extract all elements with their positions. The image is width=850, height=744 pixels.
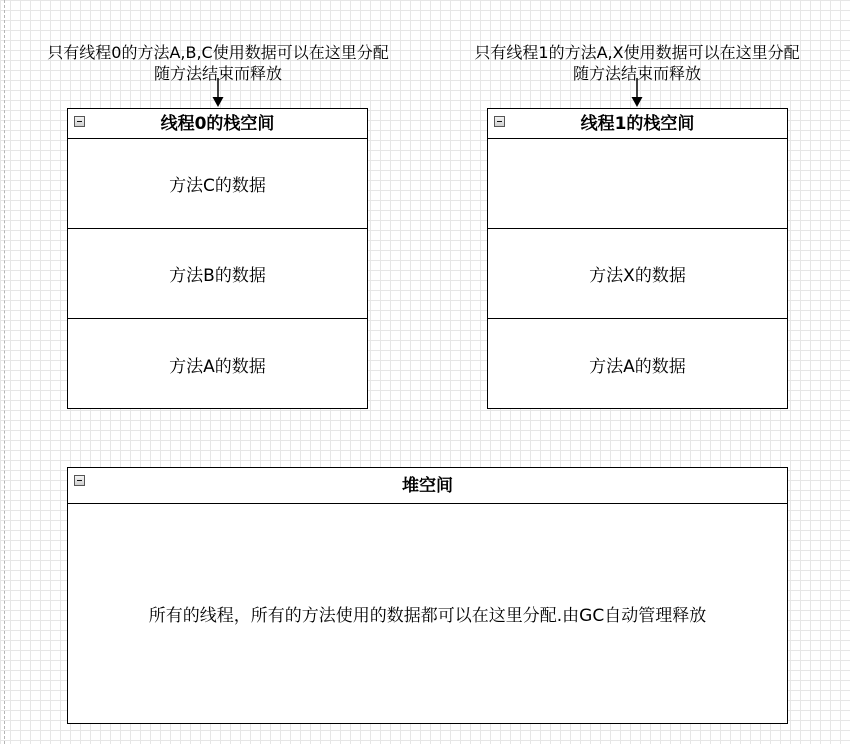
thread1-stack-title: 线程1的栈空间 bbox=[580, 114, 695, 134]
thread0-annotation-line2: 随方法结束而释放 bbox=[153, 64, 282, 83]
heap-description: 所有的线程，所有的方法使用的数据都可以在这里分配.由GC自动管理释放 bbox=[148, 605, 707, 626]
thread1-annotation-line1: 只有线程1的方法A,X使用数据可以在这里分配 bbox=[474, 43, 800, 62]
arrow-down-icon bbox=[630, 78, 644, 108]
thread0-frame-method-b[interactable]: 方法B的数据 bbox=[68, 229, 367, 319]
thread0-frame-method-a[interactable]: 方法A的数据 bbox=[169, 356, 266, 377]
thread1-stack-container[interactable] bbox=[487, 108, 788, 409]
thread1-frame-empty[interactable] bbox=[488, 139, 787, 229]
heap-container[interactable] bbox=[67, 467, 788, 724]
page-edge-dashed-line bbox=[4, 0, 5, 744]
heap-title: 堆空间 bbox=[402, 476, 453, 496]
thread0-stack-title: 线程0的栈空间 bbox=[160, 114, 275, 134]
arrow-down-icon bbox=[211, 78, 225, 108]
thread1-annotation-line2: 随方法结束而释放 bbox=[572, 64, 701, 83]
thread0-frame-method-c[interactable]: 方法C的数据 bbox=[68, 139, 367, 229]
thread1-frame-method-x[interactable]: 方法X的数据 bbox=[488, 229, 787, 319]
thread0-annotation-line1: 只有线程0的方法A,B,C使用数据可以在这里分配 bbox=[47, 43, 389, 62]
thread0-stack-container[interactable] bbox=[67, 108, 368, 409]
heap-header bbox=[68, 468, 787, 504]
thread0-stack-header bbox=[68, 109, 367, 139]
thread1-frame-method-a[interactable]: 方法A的数据 bbox=[589, 356, 686, 377]
thread1-stack-header bbox=[488, 109, 787, 139]
